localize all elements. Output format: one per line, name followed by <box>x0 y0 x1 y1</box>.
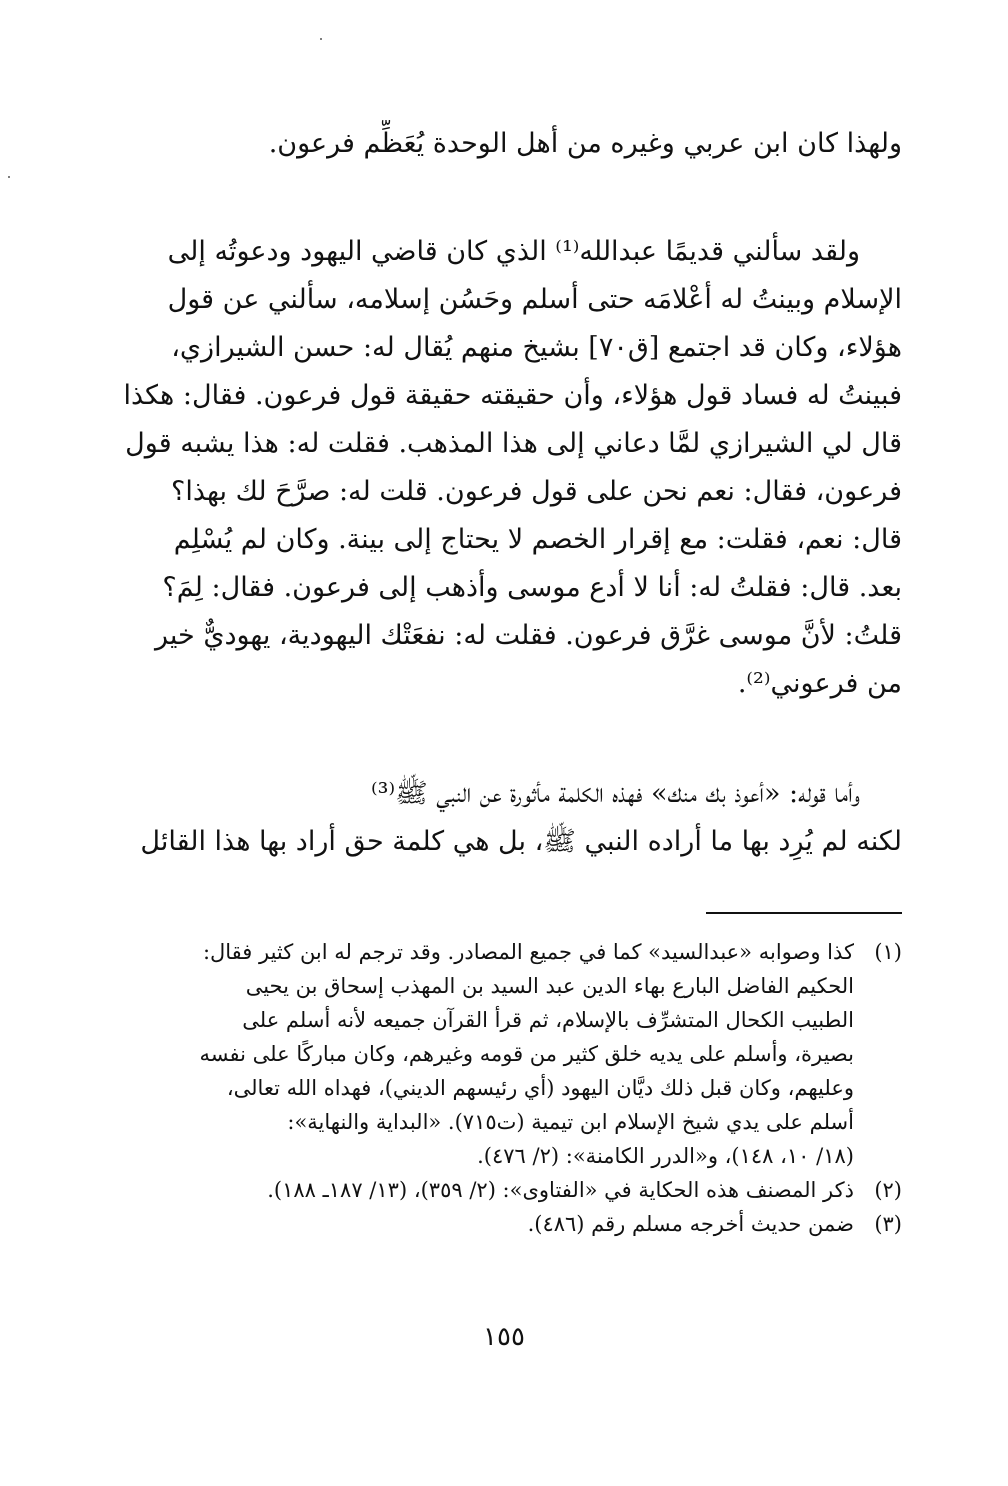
paragraph-line: وأما قوله: «أعوذ بك منك» فهذه الكلمة مأثورة عن النبي ﷺ⁽³⁾ <box>371 778 860 809</box>
paragraph-line: بعد. قال: فقلتُ له: أنا لا أدع موسى وأذهب إلى فرعون. فقال: لِمَ؟ <box>162 572 902 603</box>
paragraph-line: فبينتُ له فساد قول هؤلاء، وأن حقيقته حقيقة قول فرعون. فقال: هكذا <box>123 380 902 411</box>
footnote-line: (١٨/ ١٠، ١٤٨)، و«الدرر الكامنة»: (٢/ ٤٧٦). <box>477 1144 854 1168</box>
footnote-3 <box>108 1207 902 1241</box>
footnote-separator <box>706 912 902 914</box>
paragraph-line: قال لي الشيرازي لمَّا دعاني إلى هذا المذهب. فقلت له: هذا يشبه قول <box>125 428 902 459</box>
paragraph-line: من فرعوني⁽²⁾. <box>737 668 902 699</box>
opening-line: ولهذا كان ابن عربي وغيره من أهل الوحدة يُعَظِّم فرعون. <box>268 128 902 159</box>
footnote-1 <box>108 935 902 1173</box>
paragraph-line: فرعون، فقال: نعم نحن على قول فرعون. قلت له: صرَّحَ لك بهذا؟ <box>171 476 902 507</box>
opening-sentence <box>108 120 902 168</box>
paragraph-1 <box>108 228 902 708</box>
paragraph-line: لكنه لم يُرِد بها ما أراده النبي ﷺ، بل هي كلمة حق أراد بها هذا القائل <box>140 826 902 857</box>
footnote-line: ضمن حديث أخرجه مسلم رقم (٤٨٦). <box>527 1212 854 1236</box>
footnote-number: (١) <box>874 940 902 964</box>
footnotes <box>108 935 902 1241</box>
footnote-line: بصيرة، وأسلم على يديه خلق كثير من قومه وغيرهم، وكان مباركًا على نفسه <box>199 1042 854 1066</box>
footnote-number: (٢) <box>874 1178 902 1202</box>
paragraph-line: هؤلاء، وكان قد اجتمع [ق٧٠] بشيخ منهم يُقال له: حسن الشيرازي، <box>171 332 902 363</box>
page-number: ١٥٥ <box>483 1322 525 1352</box>
footnote-line: ذكر المصنف هذه الحكاية في «الفتاوى»: (٢/ ٣٥٩)، (١٣/ ١٨٧ـ ١٨٨). <box>267 1178 854 1202</box>
paragraph-line: قلتُ: لأنَّ موسى غرَّق فرعون. فقلت له: نفعَتْك اليهودية، يهوديٌّ خير <box>155 620 902 651</box>
footnote-body <box>108 1173 854 1207</box>
footnote-line: الحكيم الفاضل البارع بهاء الدين عبد السيد بن المهذب إسحاق بن يحيى <box>245 974 854 998</box>
footnote-line: كذا وصوابه «عبدالسيد» كما في جميع المصادر. وقد ترجم له ابن كثير فقال: <box>202 940 854 964</box>
scan-speck <box>8 176 10 178</box>
paragraph-2 <box>108 770 902 866</box>
footnote-line: وعليهم، وكان قبل ذلك ديَّان اليهود (أي رئيسهم الديني)، فهداه الله تعالى، <box>226 1076 854 1100</box>
footnote-line: أسلم على يدي شيخ الإسلام ابن تيمية (ت٧١٥). «البداية والنهاية»: <box>287 1110 854 1134</box>
footnote-body <box>108 935 854 1173</box>
footnote-number: (٣) <box>874 1212 902 1236</box>
scan-speck <box>320 38 322 40</box>
paragraph-line: ولقد سألني قديمًا عبدالله⁽¹⁾ الذي كان قاضي اليهود ودعوتُه إلى <box>167 236 860 267</box>
paragraph-line: قال: نعم، فقلت: مع إقرار الخصم لا يحتاج إلى بينة. وكان لم يُسْلِم <box>173 524 902 555</box>
footnote-body <box>108 1207 854 1241</box>
footnote-2 <box>108 1173 902 1207</box>
footnote-line: الطبيب الكحال المتشرِّف بالإسلام، ثم قرأ القرآن جميعه لأنه أسلم على <box>242 1008 854 1032</box>
paragraph-line: الإسلام وبينتُ له أعْلامَه حتى أسلم وحَسُن إسلامه، سألني عن قول <box>167 284 902 315</box>
